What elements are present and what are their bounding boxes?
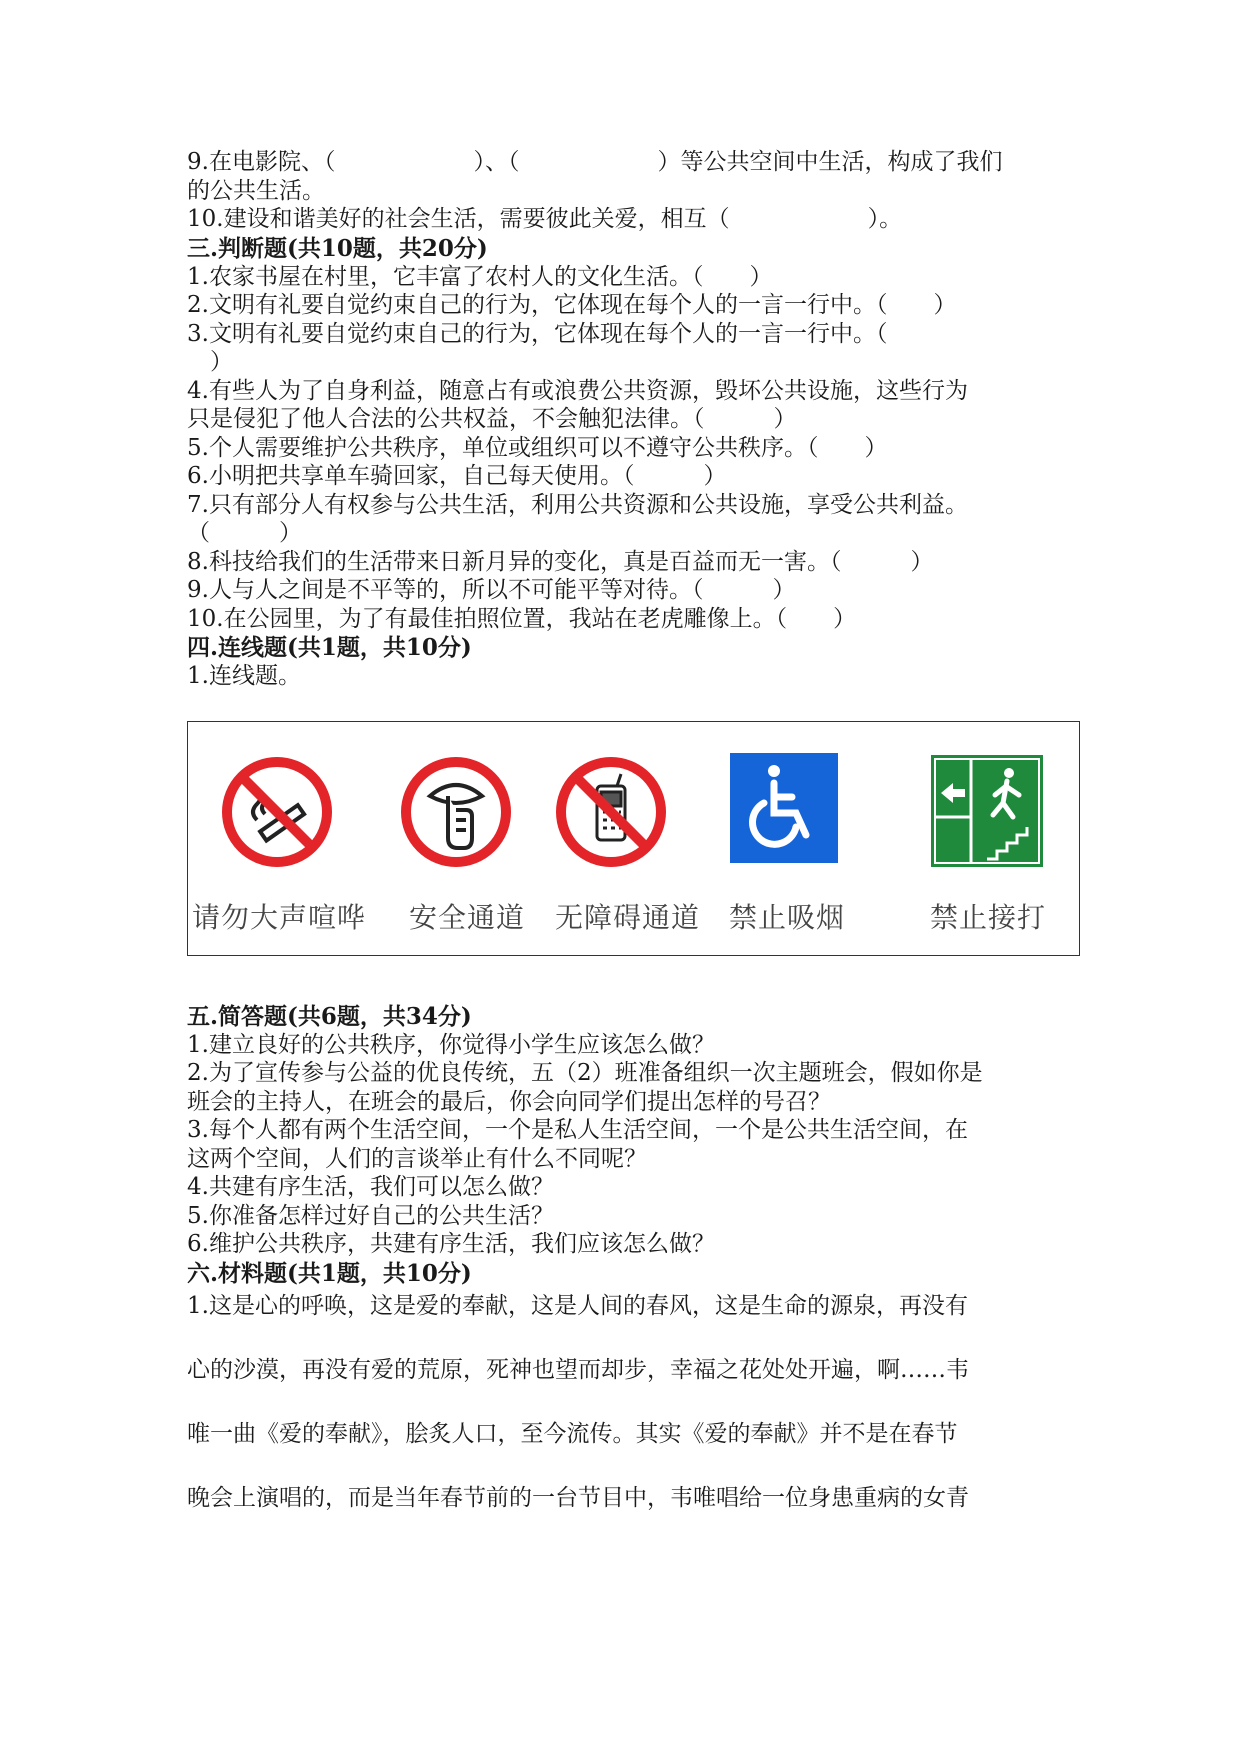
fill-q9-line1: 9.在电影院、（ ）、（ ）等公共空间中生活，构成了我们	[187, 149, 1003, 175]
judge-line: ）	[187, 349, 233, 375]
judge-line: 10.在公园里，为了有最佳拍照位置，我站在老虎雕像上。（ ）	[187, 605, 857, 632]
judge-line: 4.有些人为了自身利益，随意占有或浪费公共资源，毁坏公共设施，这些行为	[187, 377, 968, 404]
material-line: 心的沙漠，再没有爱的荒原，死神也望而却步，幸福之花处处开遍，啊……韦	[187, 1356, 969, 1383]
short-line: 3.每个人都有两个生活空间，一个是私人生活空间，一个是公共生活空间，在	[187, 1117, 968, 1143]
judge-line: 8.科技给我们的生活带来日新月异的变化，真是百益而无一害。（ ）	[187, 548, 934, 575]
material-heading: 六.材料题(共1题，共10分)	[187, 1259, 472, 1287]
label-quiet: 请勿大声喧哗	[192, 900, 367, 934]
short-line: 班会的主持人，在班会的最后，你会向同学们提出怎样的号召？	[187, 1088, 831, 1115]
judge-line: 3.文明有礼要自觉约束自己的行为，它体现在每个人的一言一行中。（	[187, 320, 888, 347]
material-line: 1.这是心的呼唤，这是爱的奉献，这是人间的春风，这是生命的源泉，再没有	[187, 1292, 968, 1319]
judge-heading: 三.判断题(共10题，共20分)	[187, 234, 488, 262]
no-phone-sign-icon	[555, 756, 667, 868]
judge-line: 9.人与人之间是不平等的，所以不可能平等对待。（ ）	[187, 577, 796, 603]
match-heading: 四.连线题(共1题，共10分)	[187, 634, 472, 661]
short-line: 5.你准备怎样过好自己的公共生活？	[187, 1202, 554, 1229]
material-line: 晚会上演唱的，而是当年春节前的一台节目中，韦唯唱给一位身患重病的女青	[187, 1484, 969, 1511]
fill-q9-line2: 的公共生活。	[187, 177, 325, 204]
short-line: 这两个空间，人们的言谈举止有什么不同呢？	[187, 1145, 647, 1172]
short-line: 2.为了宣传参与公益的优良传统，五（2）班准备组织一次主题班会，假如你是	[187, 1060, 983, 1086]
short-heading: 五.简答题(共6题，共34分)	[187, 1002, 472, 1030]
judge-line: 6.小明把共享单车骑回家，自己每天使用。（ ）	[187, 463, 727, 489]
judge-line: 7.只有部分人有权参与公共生活，利用公共资源和公共设施，享受公共利益。	[187, 491, 968, 518]
short-line: 4.共建有序生活，我们可以怎么做？	[187, 1174, 554, 1200]
label-no-smoking: 禁止吸烟	[729, 900, 846, 934]
quiet-please-sign-icon	[400, 756, 512, 868]
short-line: 6.维护公共秩序，共建有序生活，我们应该怎么做？	[187, 1231, 715, 1257]
label-safe-passage: 安全通道	[409, 900, 526, 934]
label-no-calls: 禁止接打	[930, 900, 1047, 934]
matching-panel	[187, 721, 1080, 956]
judge-line: 1.农家书屋在村里，它丰富了农村人的文化生活。（ ）	[187, 263, 773, 290]
judge-line: （ ）	[187, 520, 302, 546]
judge-line: 5.个人需要维护公共秩序，单位或组织可以不遵守公共秩序。（ ）	[187, 434, 888, 461]
no-smoking-sign-icon	[221, 756, 333, 868]
material-line: 唯一曲《爱的奉献》，脍炙人口，至今流传。其实《爱的奉献》并不是在春节	[187, 1420, 958, 1447]
label-accessible: 无障碍通道	[555, 900, 701, 934]
material-text	[187, 1288, 1067, 1516]
short-line: 1.建立良好的公共秩序，你觉得小学生应该怎么做？	[187, 1031, 715, 1058]
judge-line: 2.文明有礼要自觉约束自己的行为，它体现在每个人的一言一行中。（ ）	[187, 292, 957, 318]
wheelchair-sign-icon	[730, 753, 838, 863]
match-question: 1.连线题。	[187, 663, 301, 689]
judge-line: 只是侵犯了他人合法的公共权益，不会触犯法律。（ ）	[187, 406, 797, 432]
judge-list	[187, 263, 1067, 634]
fill-q10: 10.建设和谐美好的社会生活，需要彼此关爱，相互（ ）。	[187, 206, 903, 232]
exit-sign-icon	[931, 755, 1043, 867]
short-list	[187, 1031, 1067, 1259]
exam-page	[187, 148, 1067, 1516]
